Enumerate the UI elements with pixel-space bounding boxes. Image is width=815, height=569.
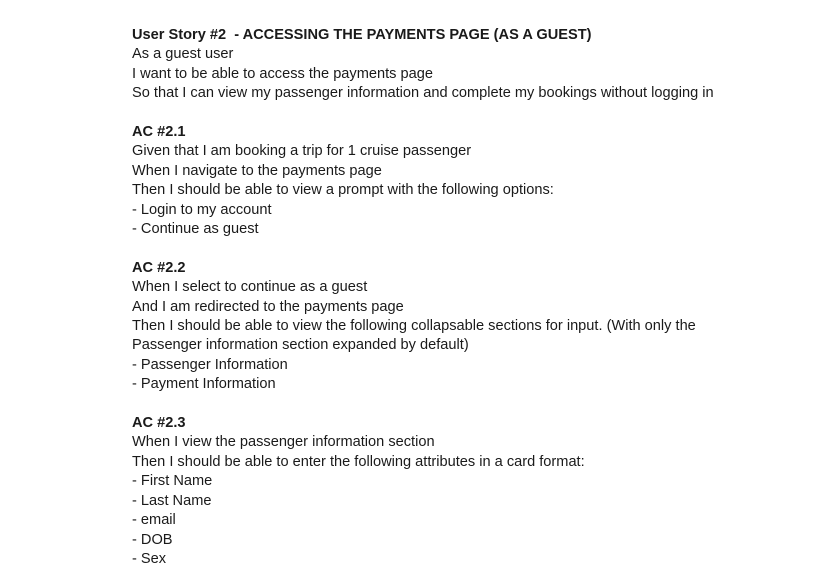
ac-list-item: - Last Name — [132, 492, 212, 509]
ac-line: When I view the passenger information section — [132, 434, 435, 451]
ac-list-item: - Payment Information — [132, 376, 276, 393]
ac-line: When I navigate to the payments page — [132, 162, 382, 179]
ac-list-item: - Continue as guest — [132, 221, 259, 238]
paragraph-gap — [132, 104, 802, 123]
ac-list-item: - Passenger Information — [132, 356, 288, 373]
ac-list-item: - email — [132, 512, 176, 529]
user-story-title: User Story #2 - ACCESSING THE PAYMENTS PAGE (AS A GUEST) — [132, 27, 592, 43]
ac-list-item: - Login to my account — [132, 201, 272, 218]
ac-line: Passenger information section expanded by default) — [132, 337, 469, 354]
ac-list-item: - DOB — [132, 531, 173, 548]
story-line: As a guest user — [132, 46, 234, 63]
ac-list-item: - Sex — [132, 550, 167, 567]
paragraph-gap — [132, 239, 802, 258]
ac-line: Then I should be able to enter the following attributes in a card format: — [132, 453, 585, 470]
ac-line: When I select to continue as a guest — [132, 279, 368, 296]
paragraph-gap — [132, 395, 802, 414]
story-line: So that I can view my passenger information and complete my bookings without logging in — [132, 85, 714, 102]
document-body — [132, 26, 802, 569]
ac-heading: AC #2.3 — [132, 415, 186, 432]
ac-line: And I am redirected to the payments page — [132, 298, 404, 315]
ac-line: Then I should be able to view the following collapsable sections for input. (With only the — [132, 318, 696, 335]
ac-list-item: - First Name — [132, 473, 213, 490]
ac-heading: AC #2.2 — [132, 259, 186, 276]
story-line: I want to be able to access the payments page — [132, 65, 433, 82]
ac-line: Given that I am booking a trip for 1 cruise passenger — [132, 143, 472, 160]
ac-heading: AC #2.1 — [132, 124, 186, 141]
ac-line: Then I should be able to view a prompt with the following options: — [132, 182, 554, 199]
